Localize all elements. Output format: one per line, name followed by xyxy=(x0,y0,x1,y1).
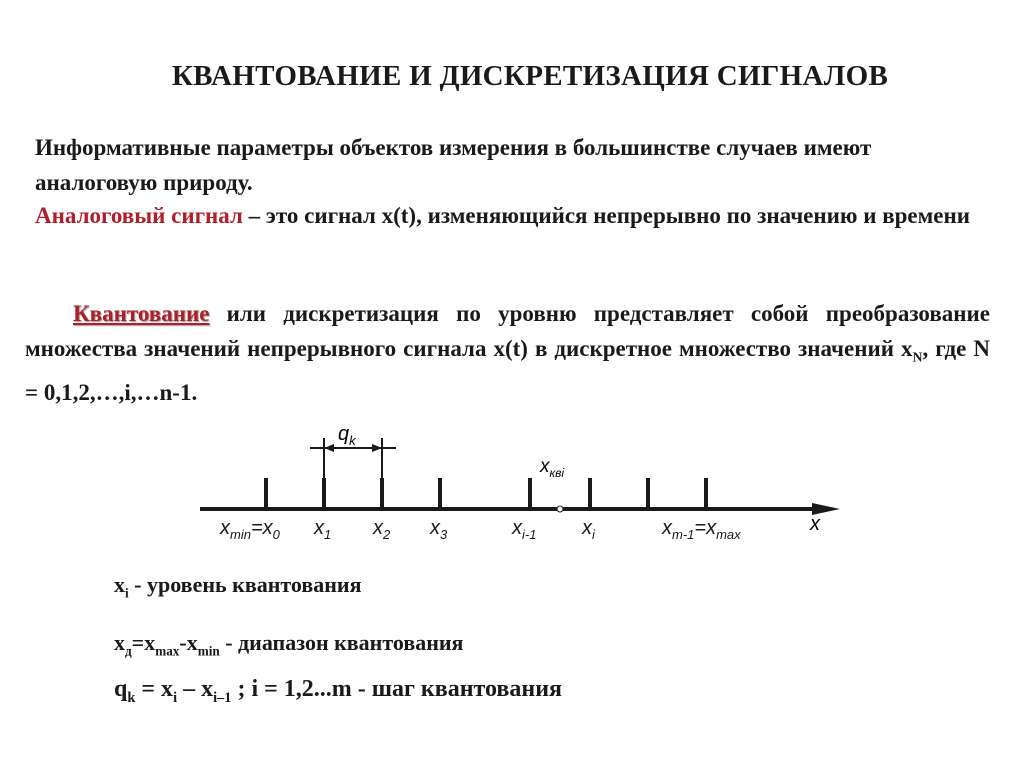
definition-range: $x_д=x_{max}-x_{min}$ - диапазон квантования xyxy=(114,630,464,659)
tick-label: $x_{i-1}$ xyxy=(512,517,537,542)
tick-label: $x_{min}=x_0$ xyxy=(220,517,280,542)
quantization-axis-diagram xyxy=(200,418,850,553)
intro-paragraph: Информативные параметры объектов измерения в большинстве случаев имеют аналоговую природу. xyxy=(35,135,872,195)
step-arrow-left xyxy=(324,444,334,452)
step-label: $q_k$ xyxy=(338,423,356,448)
quantization-definition: или дискретизация по уровню представляет собой преобразование множества значений непрерывного сигнала x(t) в дискретное множество значений x xyxy=(25,301,990,361)
analog-signal-definition: – это сигнал x(t), изменяющийся непрерывно по значению и времени xyxy=(242,203,971,228)
tick-label: $x_i$ xyxy=(582,517,595,542)
tick-label: $x_{m-1}=x_{max}$ xyxy=(662,517,741,542)
quantization-term[interactable]: Квантование xyxy=(73,301,210,326)
tick-label: $x_3$ xyxy=(430,517,448,542)
slide-title: КВАНТОВАНИЕ И ДИСКРЕТИЗАЦИЯ СИГНАЛОВ xyxy=(171,60,889,92)
marker-label: $x_{квi}$ xyxy=(540,456,565,480)
quantization-paragraph xyxy=(25,296,990,410)
marker-point xyxy=(557,506,563,512)
analog-signal-term: Аналоговый сигнал xyxy=(35,203,243,228)
quantization-definition-end: , где N = 0,1,2,…,i,…n-1. xyxy=(25,336,990,405)
axis-label: x xyxy=(810,513,820,535)
tick-label: $x_1$ xyxy=(314,517,332,542)
step-arrow-right xyxy=(372,444,382,452)
definition-level: $x_i$ - уровень квантования xyxy=(114,572,362,601)
definition-step: $q_k = x_i - x_{i-1}$ ; i = 1,2...m - шаг квантования xyxy=(114,676,563,706)
analog-signal-paragraph xyxy=(35,198,995,233)
quantization-subscript: N xyxy=(912,349,923,365)
tick-label: $x_2$ xyxy=(373,517,391,542)
